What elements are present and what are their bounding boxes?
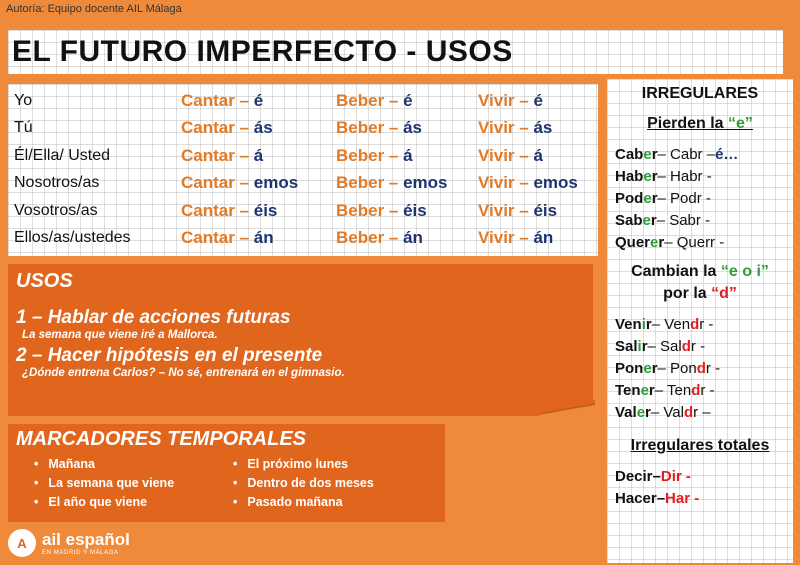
pronoun: Él/Ella/ Usted — [14, 146, 111, 164]
uso-item: 2 – Hacer hipótesis en el presente — [16, 345, 323, 366]
beber-form: Beber – ás — [336, 118, 423, 138]
brand-logo — [8, 523, 158, 563]
cambian-heading-line1: Cambian la “e o i” — [631, 263, 769, 280]
page-fold-decoration — [540, 400, 595, 418]
list-item: Sal i r – Sal d r - — [615, 337, 706, 355]
pronoun: Yo — [14, 91, 33, 109]
list-item: Sab e r – Sabr - — [615, 211, 711, 229]
table-row — [14, 87, 598, 115]
marcadores-panel — [8, 424, 445, 522]
uso-example: La semana que viene iré a Mallorca. — [22, 329, 218, 341]
pierden-heading: Pierden la “e” — [647, 115, 753, 132]
logo-name: ail español — [42, 529, 130, 549]
list-item: Decir – Dir - — [615, 467, 691, 485]
vivir-form: Vivir – éis — [478, 200, 558, 220]
uso-item: 1 – Hablar de acciones futuras — [16, 307, 291, 328]
vivir-form: Vivir – án — [478, 228, 554, 248]
page-title: EL FUTURO IMPERFECTO - USOS — [8, 30, 783, 74]
list-item: • Dentro de dos meses — [231, 473, 414, 492]
vivir-form: Vivir – emos — [478, 173, 578, 193]
cantar-form: Cantar – ás — [181, 118, 273, 138]
vivir-form: Vivir – ás — [478, 118, 553, 138]
table-row — [14, 170, 598, 198]
beber-form: Beber – á — [336, 145, 413, 165]
table-row — [14, 142, 598, 170]
usos-heading: USOS — [16, 270, 73, 292]
cantar-form: Cantar – emos — [181, 173, 299, 193]
cantar-form: Cantar – éis — [181, 200, 278, 220]
list-item: Ten e r – Ten d r - — [615, 381, 715, 399]
pronoun: Ellos/as/ustedes — [14, 229, 131, 247]
list-item: • El año que viene — [32, 492, 215, 511]
usos-panel — [8, 264, 593, 416]
beber-form: Beber – éis — [336, 200, 427, 220]
list-item: • La semana que viene — [32, 473, 215, 492]
table-row — [14, 197, 598, 225]
pronoun: Tú — [14, 119, 33, 137]
table-row — [14, 225, 598, 253]
logo-tagline: EN MADRID Y MÁLAGA — [42, 549, 119, 556]
list-item: Pon e r – Pon d r - — [615, 359, 721, 377]
list-item: Pod e r – Podr - — [615, 189, 711, 207]
cambian-heading-line2: por la “d” — [663, 285, 737, 302]
list-item: Quer e r – Querr - — [615, 233, 725, 251]
totales-heading: Irregulares totales — [630, 437, 770, 454]
cantar-form: Cantar – án — [181, 228, 274, 248]
irregulares-heading: IRREGULARES — [641, 85, 759, 102]
beber-form: Beber – emos — [336, 173, 448, 193]
marcadores-heading: MARCADORES TEMPORALES — [16, 428, 307, 450]
cantar-form: Cantar – é — [181, 90, 264, 110]
list-item: • El próximo lunes — [231, 454, 414, 473]
table-row — [14, 115, 598, 143]
irregulares-panel — [607, 79, 793, 563]
pronoun: Nosotros/as — [14, 174, 100, 192]
marcadores-column-2 — [215, 454, 414, 511]
beber-form: Beber – án — [336, 228, 423, 248]
list-item: Hacer – Har - — [615, 489, 700, 507]
list-item: Val e r – Val d r – — [615, 403, 711, 421]
author-credit: Autoría: Equipo docente AIL Málaga — [6, 3, 182, 15]
list-item: Hab e r – Habr - — [615, 167, 712, 185]
conjugation-table — [8, 84, 598, 256]
cantar-form: Cantar – á — [181, 145, 264, 165]
list-item: • Mañana — [32, 454, 215, 473]
vivir-form: Vivir – á — [478, 145, 543, 165]
list-item: • Pasado mañana — [231, 492, 414, 511]
list-item: Ven i r – Ven d r - — [615, 315, 714, 333]
list-item: Cab e r – Cabr – é… — [615, 145, 739, 163]
vivir-form: Vivir – é — [478, 90, 543, 110]
uso-example: ¿Dónde entrena Carlos? – No sé, entrenará en el gimnasio. — [22, 367, 345, 379]
beber-form: Beber – é — [336, 90, 413, 110]
pronoun: Vosotros/as — [14, 201, 98, 219]
marcadores-column-1 — [16, 454, 215, 511]
logo-icon: A — [8, 529, 36, 557]
